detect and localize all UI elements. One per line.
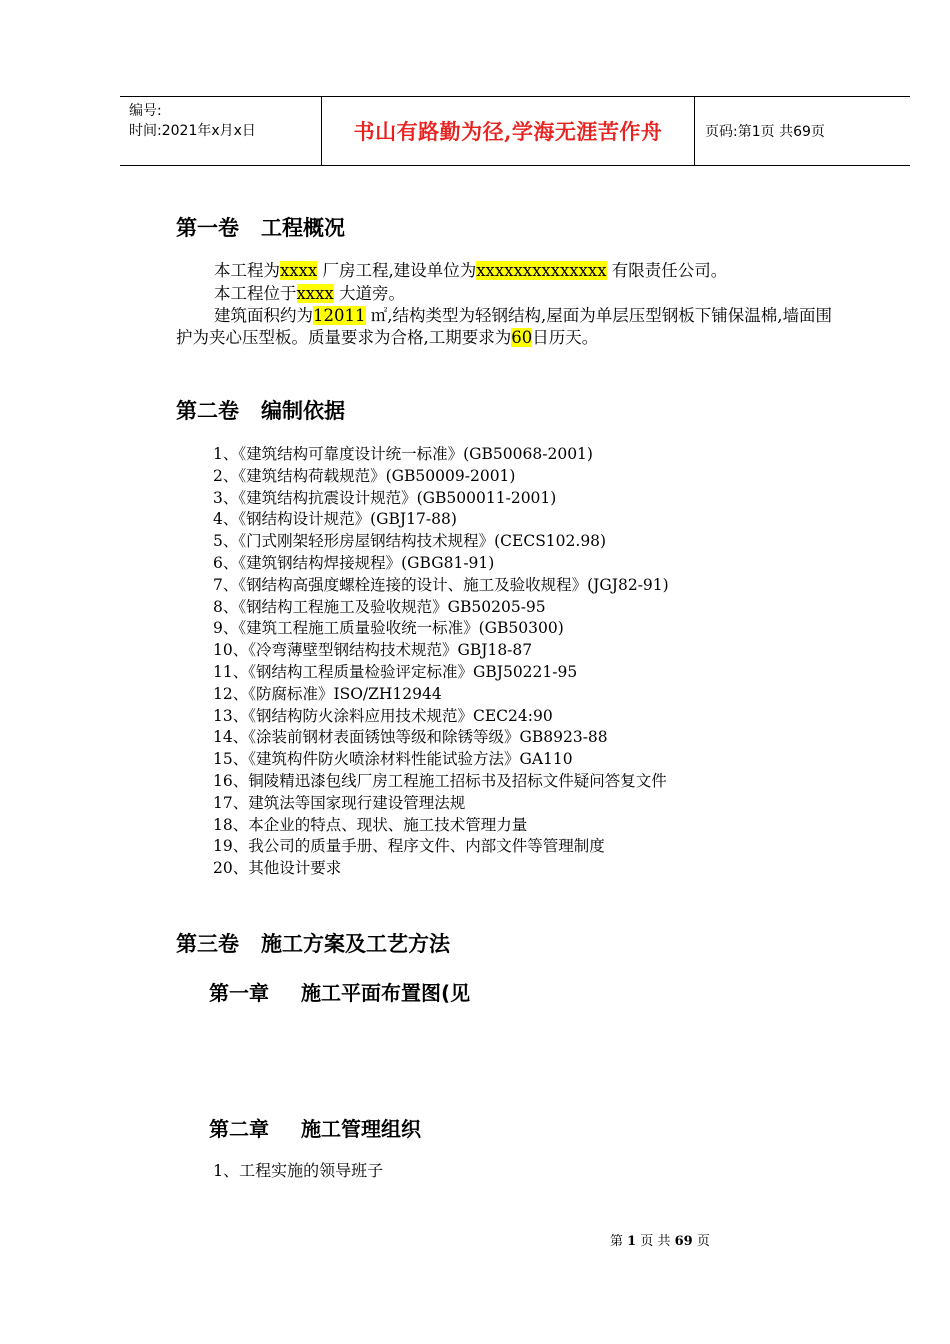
chapter2-number: 第二章 (209, 1117, 269, 1141)
chapter1-heading (209, 977, 470, 1006)
list-item: 10、《冷弯薄壁型钢结构技术规范》GBJ18-87 (213, 641, 533, 660)
footer-total-pages: 69 (674, 1234, 693, 1249)
volume1-paragraph-2: 本工程位于xxxx 大道旁。 (214, 284, 405, 303)
chapter2-title: 施工管理组织 (301, 1117, 421, 1141)
list-item: 2、《建筑结构荷载规范》(GB50009-2001) (213, 466, 516, 485)
list-item: 19、我公司的质量手册、程序文件、内部文件等管理制度 (213, 837, 605, 856)
footer-page-number: 1 (627, 1234, 637, 1249)
highlight-area: 12011 (313, 306, 366, 325)
list-item: 4、《钢结构设计规范》(GBJ17-88) (213, 510, 457, 529)
list-item: 17、建筑法等国家现行建设管理法规 (213, 793, 466, 812)
volume2-number: 第二卷 (176, 399, 239, 423)
header-meta (120, 97, 321, 165)
list-item: 9、《建筑工程施工质量验收统一标准》(GB50300) (213, 619, 564, 638)
list-item: 15、《建筑构件防火喷涂材料性能试验方法》GA110 (213, 750, 573, 769)
volume1-number: 第一卷 (176, 216, 239, 240)
header-page-label: 页码:第1页 共69页 (705, 124, 825, 140)
header-motto: 书山有路勤为径,学海无涯苦作舟 (321, 97, 695, 165)
list-item: 12、《防腐标准》ISO/ZH12944 (213, 684, 442, 703)
page-footer: 第 1 页 共 69 页 (610, 1234, 710, 1249)
volume1-title: 工程概况 (261, 216, 345, 240)
time-label: 时间:2021年x月x日 (129, 123, 256, 139)
chapter1-number: 第一章 (209, 981, 269, 1005)
list-item: 6、《建筑钢结构焊接规程》(GBG81-91) (213, 553, 495, 572)
volume1-paragraph-1: 本工程为xxxx 厂房工程,建设单位为xxxxxxxxxxxxxx 有限责任公司。 (214, 261, 728, 280)
list-item: 11、《钢结构工程质量检验评定标准》GBJ50221-95 (213, 662, 578, 681)
volume1-paragraph-3: 建筑面积约为12011 ㎡,结构类型为轻钢结构,屋面为单层压型钢板下铺保温棉,墙面围护为夹心压型板。质量要求为合格,工期要求为60日历天。 (176, 306, 832, 347)
highlight-location: xxxx (296, 284, 334, 303)
list-item: 5、《门式刚架轻形房屋钢结构技术规程》(CECS102.98) (213, 532, 607, 551)
volume1-heading (176, 212, 345, 242)
highlight-duration: 60 (511, 328, 533, 347)
chapter2-item-1: 1、工程实施的领导班子 (213, 1161, 384, 1180)
volume3-number: 第三卷 (176, 932, 239, 956)
list-item: 3、《建筑结构抗震设计规范》(GB500011-2001) (213, 488, 557, 507)
highlight-project-name: xxxx (280, 261, 318, 280)
chapter2-heading (209, 1113, 421, 1142)
basis-list (213, 444, 669, 880)
list-item: 7、《钢结构高强度螺栓连接的设计、施工及验收规程》(JGJ82-91) (213, 575, 669, 594)
highlight-client-name: xxxxxxxxxxxxxx (476, 261, 607, 280)
list-item: 16、铜陵精迅漆包线厂房工程施工招标书及招标文件疑问答复文件 (213, 771, 667, 790)
list-item: 14、《涂装前钢材表面锈蚀等级和除锈等级》GB8923-88 (213, 728, 608, 747)
list-item: 18、本企业的特点、现状、施工技术管理力量 (213, 815, 528, 834)
list-item: 13、《钢结构防火涂料应用技术规范》CEC24:90 (213, 706, 553, 725)
volume3-title: 施工方案及工艺方法 (261, 932, 450, 956)
list-item: 1、《建筑结构可靠度设计统一标准》(GB50068-2001) (213, 445, 593, 463)
list-item: 20、其他设计要求 (213, 859, 342, 878)
chapter1-title: 施工平面布置图(见 (301, 981, 471, 1005)
volume3-heading (176, 928, 450, 958)
volume2-heading (176, 395, 345, 425)
volume2-title: 编制依据 (261, 399, 345, 423)
list-item: 8、《钢结构工程施工及验收规范》GB50205-95 (213, 597, 546, 616)
page-header (120, 96, 910, 166)
number-label: 编号: (129, 103, 162, 119)
